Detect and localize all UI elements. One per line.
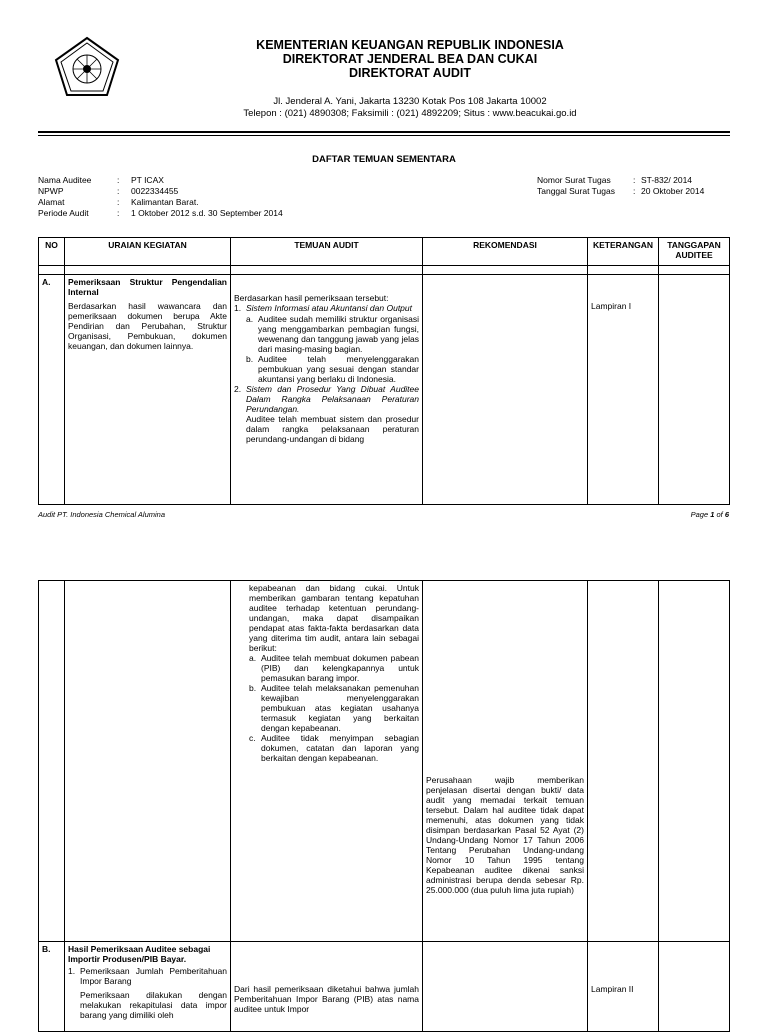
footer-audit-name: Audit PT. Indonesia Chemical Alumina [38, 510, 166, 519]
table-row [39, 581, 730, 942]
meta-row-nomor-surat: Nomor Surat Tugas : ST-832/ 2014 [537, 175, 693, 185]
row-a-temuan-intro: Berdasarkan hasil pemeriksaan tersebut: [234, 293, 389, 303]
row-b-tanggapan [659, 942, 730, 1032]
institution-name-1: KEMENTERIAN KEUANGAN REPUBLIK INDONESIA [256, 38, 564, 52]
row-b-sub-title: Pemeriksaan Jumlah Pemberitahuan Impor Barang [80, 966, 227, 986]
list-item: 1. Pemeriksaan Jumlah Pemberitahuan Impor Barang Pemeriksaan dilakukan dengan melakukan rekapitulasi data impor barang yang dimiliki oleh [68, 966, 227, 1020]
row-a-description: Berdasarkan hasil wawancara dan pemeriksaan dokumen berupa Akte Pendirian dan Perubahan, Struktur Organisasi, Pembukuan, dokumen keuangan, dan dokumen lainnya. [68, 301, 227, 351]
row-a-temuan-2-title: Sistem dan Prosedur Yang Dibuat Auditee Dalam Rangka Pelaksanaan Peraturan Perundangan. [246, 384, 419, 414]
meta-row-periode: Periode Audit : 1 Oktober 2012 s.d. 30 September 2014 [38, 208, 283, 218]
list-item: 2. Sistem dan Prosedur Yang Dibuat Auditee Dalam Rangka Pelaksanaan Peraturan Perundangan. Auditee telah membuat sistem dan prosedur dalam rangka pelaksanaan peraturan perundang-undangan di bidang [234, 384, 419, 444]
row-a-temuan [231, 275, 423, 505]
row-a-rekomendasi [423, 275, 588, 505]
row-b-number: B. [39, 942, 65, 1032]
document-title: DAFTAR TEMUAN SEMENTARA [312, 154, 456, 165]
row-a-number: A. [39, 275, 65, 505]
list-item: c. Auditee tidak menyimpan sebagian dokumen, catatan dan laporan yang berkaitan dengan kepabeanan. [249, 733, 419, 763]
col-header-rekomendasi: REKOMENDASI [423, 238, 588, 266]
meta-row-npwp: NPWP : 0022334455 [38, 186, 179, 196]
row-a-title: Pemeriksaan Struktur Pengendalian Internal [68, 277, 227, 297]
meta-row-tanggal-surat: Tanggal Surat Tugas : 20 Oktober 2014 [537, 186, 705, 196]
table-row [39, 275, 730, 505]
row-a-temuan-1-title: Sistem Informasi atau Akuntansi dan Output [246, 303, 412, 313]
row-b-uraian [65, 942, 231, 1032]
institution-name-2: DIREKTORAT JENDERAL BEA DAN CUKAI [282, 52, 538, 66]
meta-row-auditee: Nama Auditee : PT ICAX [38, 175, 164, 185]
list-item: a. Auditee sudah memiliki struktur organisasi yang menggambarkan pembagian fungsi, wewenang dan tanggung jawab yang jelas dari masing-masing bagian. [246, 314, 419, 354]
col-header-tanggapan: TANGGAPAN AUDITEE [659, 238, 730, 266]
list-item: 1. Sistem Informasi atau Akuntansi dan Output a. Auditee sudah memiliki struktur organisasi yang menggambarkan pembagian fungsi, wewenang dan tanggung jawab yang jelas dari masing-masing bagian. b. Auditee telah menyelenggarakan pembukuan yang sesuai dengan standar akuntansi yang berlaku di Indonesia. [234, 303, 419, 384]
row-b-description: Pemeriksaan dilakukan dengan melakukan rekapitulasi data impor barang yang dimiliki oleh [80, 990, 227, 1020]
row-a-temuan-2-text: Auditee telah membuat sistem dan prosedur dalam rangka pelaksanaan peraturan perundang-undangan di bidang [246, 414, 419, 444]
findings-table-page2 [38, 580, 730, 1032]
row-b-keterangan: Lampiran II [588, 942, 659, 1032]
list-item: a. Auditee telah membuat dokumen pabean (PIB) dan kelengkapannya untuk pemasukan barang impor. [249, 653, 419, 683]
row-a-keterangan: Lampiran I [588, 275, 659, 505]
list-item: b. Auditee telah menyelenggarakan pembukuan yang sesuai dengan standar akuntansi yang berlaku di Indonesia. [246, 354, 419, 384]
institution-address: Jl. Jenderal A. Yani, Jakarta 13230 Kotak Pos 108 Jakarta 10002 [273, 96, 547, 107]
table-row [39, 942, 730, 1032]
col-header-keterangan: KETERANGAN [588, 238, 659, 266]
row-a-rekomendasi-continued: Perusahaan wajib memberikan penjelasan disertai dengan bukti/ data audit yang memadai terkait temuan tersebut. Dalam hal auditee tidak dapat memenuhi, atas dokumen yang tidak disimpan berdasarkan Pasal 52 Ayat (2) Undang-Undang Nomor 17 Tahun 2006 Tentang Perubahan Undang-undang Nomor 10 Tahun 1995 tentang Kepabeanan auditee dikenai sanksi administrasi berupa denda sebesar Rp. 25.000.000 (dua puluh lima juta rupiah) [423, 581, 588, 942]
ministry-emblem-icon [52, 36, 122, 98]
institution-name-3: DIREKTORAT AUDIT [349, 66, 471, 80]
meta-row-alamat: Alamat : Kalimantan Barat. [38, 197, 199, 207]
table-header-row [39, 238, 730, 266]
findings-table-page1 [38, 237, 730, 505]
row-a-uraian [65, 275, 231, 505]
header-rule-thick [38, 131, 730, 133]
row-a-tanggapan [659, 275, 730, 505]
list-item: b. Auditee telah melaksanakan pemenuhan kewajiban menyelenggarakan pembukuan atas kegiatan usahanya termasuk kegiatan yang berkaitan dengan kepabeanan. [249, 683, 419, 733]
header-rule-thin [38, 135, 730, 136]
institution-contact: Telepon : (021) 4890308; Faksimili : (021) 4892209; Situs : www.beacukai.go.id [243, 108, 577, 119]
row-b-temuan: Dari hasil pemeriksaan diketahui bahwa jumlah Pemberitahuan Impor Barang (PIB) atas nama auditee untuk Impor [231, 942, 423, 1032]
row-b-title: Hasil Pemeriksaan Auditee sebagai Importir Produsen/PIB Bayar. [68, 944, 211, 964]
row-b-rekomendasi [423, 942, 588, 1032]
col-header-temuan: TEMUAN AUDIT [231, 238, 423, 266]
col-header-no: NO [39, 238, 65, 266]
row-a-temuan-continued: kepabeanan dan bidang cukai. Untuk memberikan gambaran tentang kepatuhan auditee terhadap ketentuan perundang-undangan, maka dapat disampaikan pendapat atas fakta-fakta berdasarkan data yang diterima tim audit, antara lain sebagai berikut: a. Auditee telah membuat dokumen pabean (PIB) dan kelengkapannya untuk pemasukan barang impor. b. Auditee telah melaksanakan pemenuhan kewajiban menyelenggarakan pembukuan atas kegiatan usahanya termasuk kegiatan yang berkaitan dengan kepabeanan. c. Auditee tidak menyimpan sebagian dokumen, catatan dan laporan yang berkaitan dengan kepabeanan. [231, 581, 423, 942]
table-spacer-row [39, 266, 730, 275]
audit-meta-right [537, 175, 737, 197]
audit-meta-left [38, 175, 358, 219]
footer-page-number: Page 1 of 6 [690, 510, 729, 519]
col-header-uraian: URAIAN KEGIATAN [65, 238, 231, 266]
